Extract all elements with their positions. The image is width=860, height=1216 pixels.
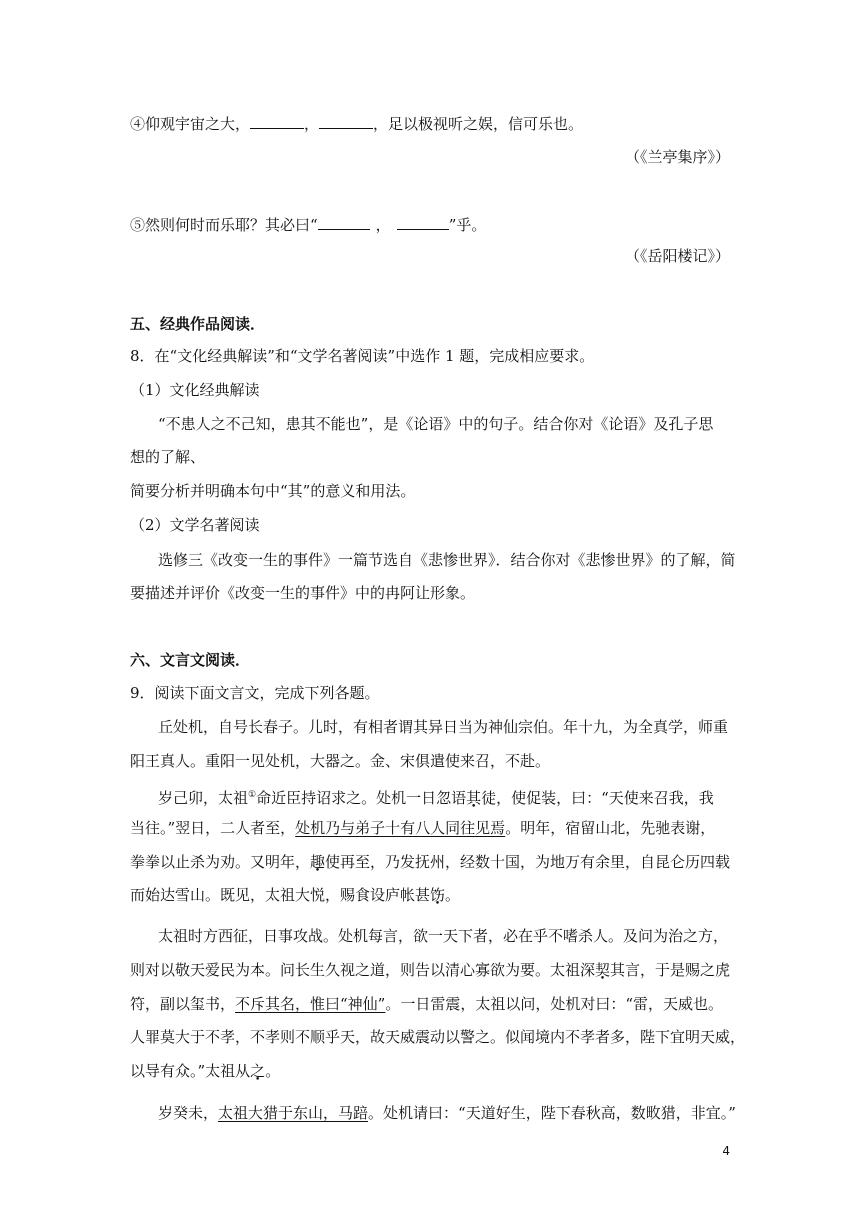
- passage-text: 符，副以玺书，: [130, 995, 236, 1013]
- sub-question-2-title: （2）文学名著阅读: [130, 516, 260, 534]
- underlined-sentence: 不斥其名，惟曰“神仙”: [235, 995, 386, 1013]
- sub-question-1-text: “不患人之不己知，患其不能也”，是《论语》中的句子。结合你对《论语》及孔子思: [158, 415, 714, 433]
- sub-question-1-title: （1）文化经典解读: [130, 381, 260, 399]
- passage-text: 命近臣持诏求之。处机一日忽语: [256, 789, 467, 807]
- dotted-character: 其: [466, 789, 482, 807]
- dotted-character: 之: [250, 1062, 266, 1080]
- passage-line: 阳王真人。重阳一见处机，大器之。金、宋俱遣使来召，不赴。: [130, 752, 551, 770]
- passage-text: 而始达雪山。既见，太祖大悦，赐食设庐帐甚: [130, 886, 431, 904]
- question-9-stem: 9．阅读下面文言文，完成下列各题。: [130, 684, 380, 702]
- section-6-heading: 六、文言文阅读．: [130, 651, 251, 669]
- passage-text: 以导有众。”太祖从: [130, 1062, 251, 1080]
- passage-text: 使再至，乃发抚州，经数十国，为地万有余里，自昆仑历四载: [325, 853, 731, 871]
- passage-text: 则对以敬天爱民为本。问长生久视之道，则告以清心寡欲为要。太祖深: [130, 961, 596, 979]
- q4-suffix: 足以极视听之娱，信可乐也。: [388, 115, 584, 133]
- passage-line: [158, 1102, 736, 1124]
- q5-separator: ，: [375, 216, 391, 234]
- answer-blank[interactable]: [250, 112, 304, 129]
- sub-question-2-text: 选修三《改变一生的事件》一篇节选自《悲惨世界》．结合你对《悲惨世界》的了解，简: [158, 551, 736, 569]
- passage-text: 岁己卯，太祖: [158, 789, 249, 807]
- fill-in-question-5: [130, 213, 486, 236]
- answer-blank[interactable]: [318, 213, 370, 230]
- sub-question-1-text: 想的了解、: [130, 448, 206, 466]
- passage-text: 。: [445, 886, 461, 904]
- passage-line: [130, 851, 730, 873]
- q4-separator: ，: [304, 115, 320, 133]
- passage-line: [130, 1060, 280, 1082]
- passage-line: [130, 817, 715, 839]
- passage-line: [130, 884, 460, 906]
- q4-prefix: ④仰观宇宙之大，: [130, 115, 251, 133]
- passage-text: 。: [265, 1062, 281, 1080]
- passage-line: [130, 959, 730, 981]
- page-number: 4: [722, 1144, 730, 1158]
- passage-text: 徒，使促装，曰：“天使来召我，我: [481, 789, 714, 807]
- question-8-stem: 8．在“文化经典解读”和“文学名著阅读”中选作 1 题，完成相应要求。: [130, 347, 595, 365]
- sub-question-2-text: 要描述并评价《改变一生的事件》中的冉阿让形象。: [130, 584, 476, 602]
- q5-prefix: ⑤然则何时而乐耶？其必曰“: [130, 216, 318, 234]
- passage-line: [130, 993, 723, 1015]
- passage-line: 丘处机，自号长春子。儿时，有相者谓其异日当为神仙宗伯。年十九，为全真学，师重: [158, 718, 729, 736]
- answer-blank[interactable]: [397, 213, 449, 230]
- passage-text: 。明年，宿留山北，先驰表谢，: [505, 819, 716, 837]
- passage-text: 其言，于是赐之虎: [610, 961, 731, 979]
- sub-question-1-text: 简要分析并明确本句中“其”的意义和用法。: [130, 482, 416, 500]
- section-5-heading: 五、经典作品阅读．: [130, 315, 266, 333]
- passage-text: 拳拳以止杀为劝。又明年，: [130, 853, 311, 871]
- passage-text: 当往。”翌日，二人者至，: [130, 819, 296, 837]
- fill-in-question-4: [130, 112, 583, 135]
- passage-text: 。一日雷震，太祖以问，处机对曰：“雷，天威也。: [385, 995, 724, 1013]
- underlined-sentence: 太祖大猎于东山，马踣: [218, 1104, 369, 1122]
- passage-line: [158, 784, 714, 809]
- dotted-character: 契: [595, 961, 611, 979]
- q4-source: （《兰亭集序》）: [624, 148, 730, 166]
- dotted-character: 饬: [430, 886, 446, 904]
- dotted-character: 趣: [310, 853, 326, 871]
- q5-source: （《岳阳楼记》）: [624, 247, 730, 265]
- passage-text: 岁癸未，: [158, 1104, 219, 1122]
- underlined-sentence: 处机乃与弟子十有八人同往见焉: [295, 819, 506, 837]
- answer-blank[interactable]: [319, 112, 373, 129]
- passage-text: 。处机请曰：“天道好生，陛下春秋高，数畋猎，非宜。”: [368, 1104, 736, 1122]
- footnote-marker: ①: [248, 790, 257, 800]
- passage-line: 太祖时方西征，日事攻战。处机每言，欲一天下者，必在乎不嗜杀人。及问为治之方，: [158, 927, 729, 945]
- passage-line: 人罪莫大于不孝，不孝则不顺乎天，故天威震动以警之。似闻境内不孝者多，陛下宜明天威，: [130, 1028, 746, 1046]
- q5-suffix: ”乎。: [448, 216, 487, 234]
- q4-separator: ，: [373, 115, 389, 133]
